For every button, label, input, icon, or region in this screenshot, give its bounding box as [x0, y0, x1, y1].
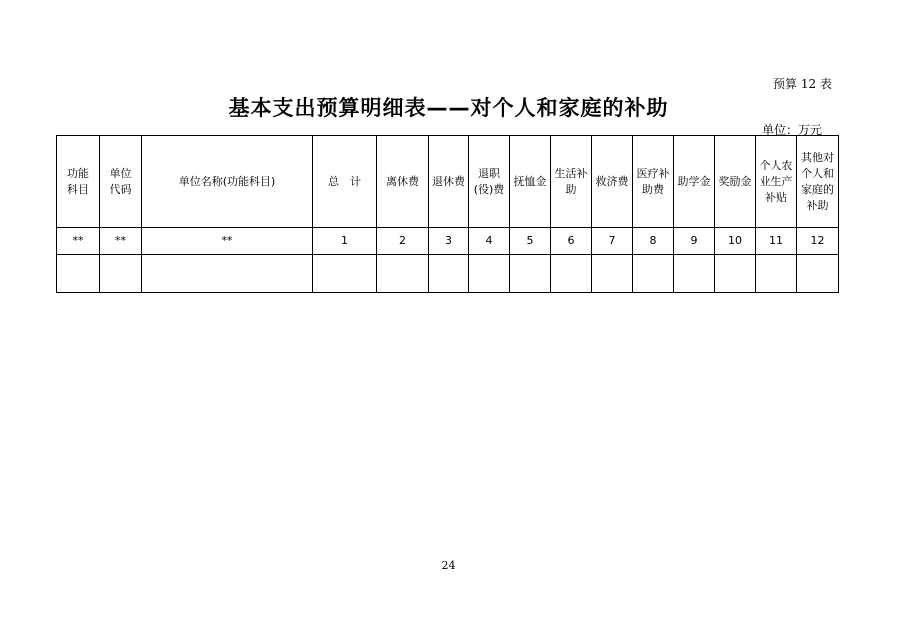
code-cell: 12 — [797, 228, 839, 255]
code-cell: ** — [100, 228, 142, 255]
table-row — [57, 255, 839, 293]
code-row — [57, 228, 839, 255]
header-cell-total: 总 计 — [313, 136, 377, 228]
header-cell-retirement: 退休费 — [429, 136, 469, 228]
code-cell: 5 — [510, 228, 551, 255]
table-cell[interactable] — [592, 255, 633, 293]
budget-table — [56, 135, 839, 293]
table-cell[interactable] — [377, 255, 429, 293]
page-title: 基本支出预算明细表——对个人和家庭的补助 — [228, 96, 669, 120]
table-cell[interactable] — [756, 255, 797, 293]
code-cell: 1 — [313, 228, 377, 255]
header-cell-scholarship: 助学金 — [674, 136, 715, 228]
header-cell-pension: 抚恤金 — [510, 136, 551, 228]
code-cell: 2 — [377, 228, 429, 255]
code-cell: 4 — [469, 228, 510, 255]
table-cell[interactable] — [100, 255, 142, 293]
table-cell[interactable] — [633, 255, 674, 293]
table-cell[interactable] — [797, 255, 839, 293]
code-cell: ** — [142, 228, 313, 255]
table-cell[interactable] — [142, 255, 313, 293]
table-cell[interactable] — [429, 255, 469, 293]
code-cell: ** — [57, 228, 100, 255]
table-cell[interactable] — [313, 255, 377, 293]
header-cell-award: 奖励金 — [715, 136, 756, 228]
code-cell: 9 — [674, 228, 715, 255]
header-cell-resignation: 退职 (役)费 — [469, 136, 510, 228]
header-row — [57, 136, 839, 228]
header-cell-other-subsidy: 其他对 个人和 家庭的 补助 — [797, 136, 839, 228]
unit-label: 单位：万元 — [762, 123, 823, 137]
table-cell[interactable] — [469, 255, 510, 293]
table-cell[interactable] — [510, 255, 551, 293]
header-cell-function-subject: 功能 科目 — [57, 136, 100, 228]
header-cell-agri-subsidy: 个人农 业生产 补贴 — [756, 136, 797, 228]
form-code: 预算 12 表 — [773, 77, 832, 91]
table-cell[interactable] — [715, 255, 756, 293]
header-cell-unit-code: 单位 代码 — [100, 136, 142, 228]
page-number: 24 — [441, 559, 456, 572]
code-cell: 11 — [756, 228, 797, 255]
header-cell-unit-name: 单位名称(功能科目) — [142, 136, 313, 228]
code-cell: 6 — [551, 228, 592, 255]
code-cell: 8 — [633, 228, 674, 255]
table-cell[interactable] — [551, 255, 592, 293]
code-cell: 7 — [592, 228, 633, 255]
code-cell: 3 — [429, 228, 469, 255]
header-cell-relief: 救济费 — [592, 136, 633, 228]
code-cell: 10 — [715, 228, 756, 255]
table-cell[interactable] — [674, 255, 715, 293]
table-cell[interactable] — [57, 255, 100, 293]
header-cell-retirement-veteran: 离休费 — [377, 136, 429, 228]
header-cell-medical-subsidy: 医疗补 助费 — [633, 136, 674, 228]
header-cell-living-subsidy: 生活补 助 — [551, 136, 592, 228]
